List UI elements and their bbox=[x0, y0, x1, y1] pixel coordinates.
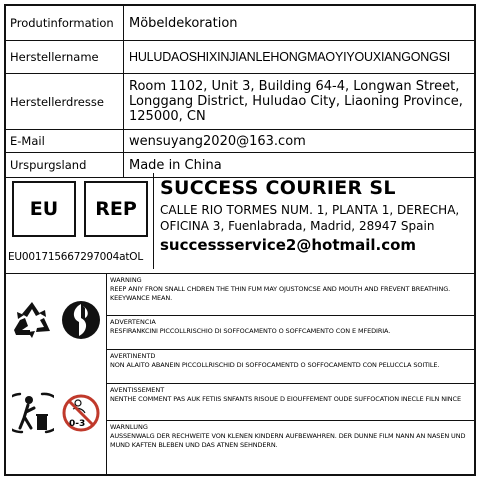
info-value: Made in China bbox=[129, 157, 222, 173]
warning-title: ADVERTENCIA bbox=[110, 318, 156, 326]
warning-title: AVERTINENTD bbox=[110, 352, 156, 360]
warning-block-en bbox=[107, 274, 474, 316]
warning-block-de bbox=[107, 421, 474, 473]
warning-text: RESFIRANKCINI PICCOLLRISCHIO DI SOFFOCAMENTO O SOFFCAMENTO CON E MFEDIRIA. bbox=[110, 327, 391, 335]
product-info-table bbox=[6, 6, 474, 178]
info-row-email bbox=[6, 130, 474, 153]
warnings-section bbox=[6, 273, 474, 475]
info-key: Urspurgsland bbox=[6, 153, 124, 177]
eu-rep-block bbox=[6, 173, 154, 269]
info-key: E-Mail bbox=[6, 130, 124, 152]
symbol-panel bbox=[6, 274, 107, 475]
product-label bbox=[4, 4, 476, 476]
warning-title: WARNLUNG bbox=[110, 423, 148, 431]
info-row-manufacturer bbox=[6, 41, 474, 74]
warning-block-it bbox=[107, 350, 474, 384]
info-value: Möbeldekoration bbox=[129, 15, 238, 31]
eu-rep-code: EU001715667297004atOL bbox=[8, 251, 143, 263]
info-key: Herstellerdresse bbox=[6, 74, 124, 129]
no-child-0-3-icon bbox=[61, 387, 101, 439]
eu-box: EU bbox=[12, 181, 76, 237]
warning-block-fr bbox=[107, 384, 474, 421]
warning-title: AVENTISSEMENT bbox=[110, 386, 165, 394]
rep-box: REP bbox=[84, 181, 148, 237]
eu-representative bbox=[160, 173, 472, 254]
info-key: Herstellername bbox=[6, 41, 124, 73]
age-warning-text: 0-3 bbox=[69, 419, 86, 429]
warning-block-es bbox=[107, 316, 474, 350]
courier-email: successservice2@hotmail.com bbox=[160, 236, 417, 254]
info-key: Produtinformation bbox=[6, 6, 124, 40]
info-row-product bbox=[6, 6, 474, 41]
courier-name: SUCCESS COURIER SL bbox=[160, 177, 396, 199]
tidyman-icon bbox=[12, 388, 54, 438]
warning-text: REEP ANIY FRON SNALL CHDREN THE THIN FUM MAY OJUSTONCSE AND MOUTH AND FREVENT BREATHING. KEEYWANCE MEAN. bbox=[110, 285, 451, 302]
green-dot-icon bbox=[59, 298, 103, 342]
info-value: HULUDAOSHIXINJIANLEHONGMAOYIYOUXIANGONGSI bbox=[129, 49, 451, 64]
courier-address: CALLE RIO TORMES NUM. 1, PLANTA 1, DERECHA, OFICINA 3, Fuenlabrada, Madrid, 28947 Spain bbox=[160, 203, 460, 233]
recycle-icon bbox=[10, 298, 54, 342]
info-row-address bbox=[6, 74, 474, 130]
warning-text: NENTHE COMMENT PAS AUK FETIIS SNFANTS RISOUE D EIOUFFEMENT OUDE SUFFOCATION INECLE FILN NINCE bbox=[110, 395, 461, 403]
warning-text: NON ALAITO ABANEIN PICCOLLRISCHID DI SOFFOCAMENTD O SOFFOCAMENTD CON PELUCCLA SOITILE. bbox=[110, 361, 440, 369]
warning-text: AUSSENWALG DER RECHWEITE VON KLENEN KINDERN AUFBEWAHREN. DER DUNNE FILM NANN AN NASEN UND MUND KAFTEN BLEBEN UND DAS ATNEN SEHNDERN. bbox=[110, 432, 466, 449]
warning-title: WARNING bbox=[110, 276, 142, 284]
info-value: Room 1102, Unit 3, Building 64-4, Longwan Street, Longgang District, Huludao City, Liaoning Province, 125000, CN bbox=[129, 79, 463, 124]
warning-list bbox=[107, 274, 474, 475]
info-value: wensuyang2020@163.com bbox=[129, 133, 306, 149]
